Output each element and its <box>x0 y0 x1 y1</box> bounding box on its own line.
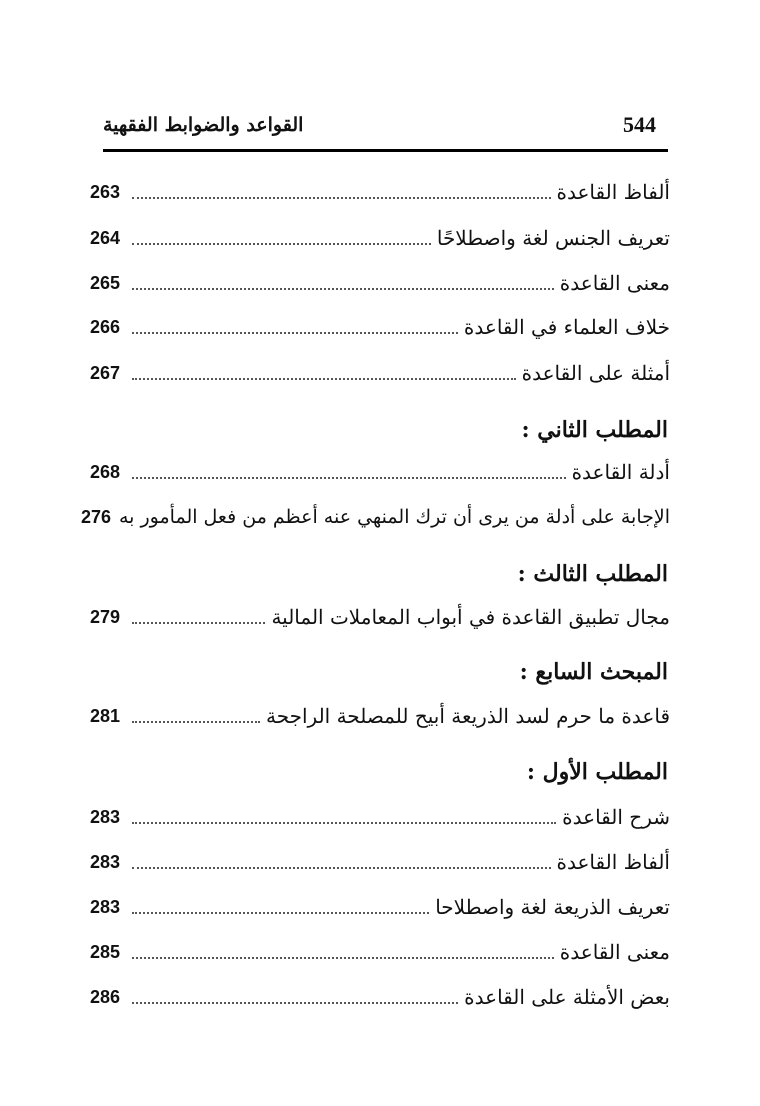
toc-entry <box>90 797 670 837</box>
toc-entry <box>90 842 670 882</box>
leader-dots <box>132 477 566 479</box>
toc-entry <box>90 218 670 258</box>
toc-entry-page: 268 <box>90 461 121 482</box>
page-number: 544 <box>623 112 656 137</box>
toc-entry-title: ألفاظ القاعدة <box>556 850 670 874</box>
toc-entry-page: 266 <box>90 316 121 337</box>
toc-entry <box>90 887 670 927</box>
toc-entry-page: 283 <box>90 851 121 872</box>
section-heading: المبحث السابع : <box>519 659 668 685</box>
leader-dots <box>132 622 265 624</box>
toc-entry-title: خلاف العلماء في القاعدة <box>463 315 670 339</box>
toc-entry <box>90 307 670 347</box>
toc-entry <box>90 263 670 303</box>
toc-entry-title: أمثلة على القاعدة <box>521 361 670 385</box>
toc-entry <box>90 696 670 736</box>
toc-entry-page: 286 <box>90 986 121 1007</box>
toc-entry-title: معنى القاعدة <box>559 940 670 964</box>
toc-entry <box>90 452 670 492</box>
leader-dots <box>132 288 554 290</box>
leader-dots <box>132 912 429 914</box>
toc-entry-page: 285 <box>90 941 121 962</box>
toc-entry-page: 276 <box>80 506 111 527</box>
toc-entry-title: تعريف الجنس لغة واصطلاحًا <box>436 226 670 250</box>
leader-dots <box>132 378 516 380</box>
toc-entry-page: 281 <box>90 705 121 726</box>
toc-entry <box>90 353 670 393</box>
leader-dots <box>132 867 551 869</box>
section-heading: المطلب الأول : <box>526 759 668 785</box>
toc-entry-page: 267 <box>90 362 121 383</box>
toc-entry-page: 265 <box>90 272 121 293</box>
running-title: القواعد والضوابط الفقهية <box>103 114 304 136</box>
leader-dots <box>132 957 554 959</box>
toc-entry-title: بعض الأمثلة على القاعدة <box>464 985 670 1009</box>
toc-entry <box>90 932 670 972</box>
leader-dots <box>132 243 431 245</box>
page-header <box>103 112 667 142</box>
toc-entry-page: 283 <box>90 896 121 917</box>
toc-entry-title: قاعدة ما حرم لسد الذريعة أبيح للمصلحة الراجحة <box>265 704 670 728</box>
leader-dots <box>132 822 556 824</box>
toc-entry-title: شرح القاعدة <box>562 805 670 829</box>
toc-entry-title: الإجابة على أدلة من يرى أن ترك المنهي عنه أعظم من فعل المأمور به <box>118 506 670 528</box>
toc-entry-page: 283 <box>90 806 121 827</box>
toc-entry-title: ألفاظ القاعدة <box>556 180 670 204</box>
toc-entry-title: أدلة القاعدة <box>571 460 670 484</box>
toc-entry <box>90 172 670 212</box>
leader-dots <box>132 332 458 334</box>
toc-entry <box>90 597 670 637</box>
toc-entry-page: 263 <box>90 181 121 202</box>
toc-entry-page: 279 <box>90 606 121 627</box>
toc-entry-page: 264 <box>90 227 121 248</box>
toc-entry-title: تعريف الذريعة لغة واصطلاحا <box>435 895 670 919</box>
toc-entry-title: مجال تطبيق القاعدة في أبواب المعاملات المالية <box>271 605 670 629</box>
section-heading: المطلب الثاني : <box>521 417 668 443</box>
header-rule <box>103 149 668 152</box>
leader-dots <box>132 721 260 723</box>
leader-dots <box>132 1002 458 1004</box>
leader-dots <box>132 197 551 199</box>
toc-entry-title: معنى القاعدة <box>559 271 670 295</box>
toc-entry <box>90 977 670 1017</box>
toc-entry <box>80 497 670 537</box>
section-heading: المطلب الثالث : <box>517 561 668 587</box>
